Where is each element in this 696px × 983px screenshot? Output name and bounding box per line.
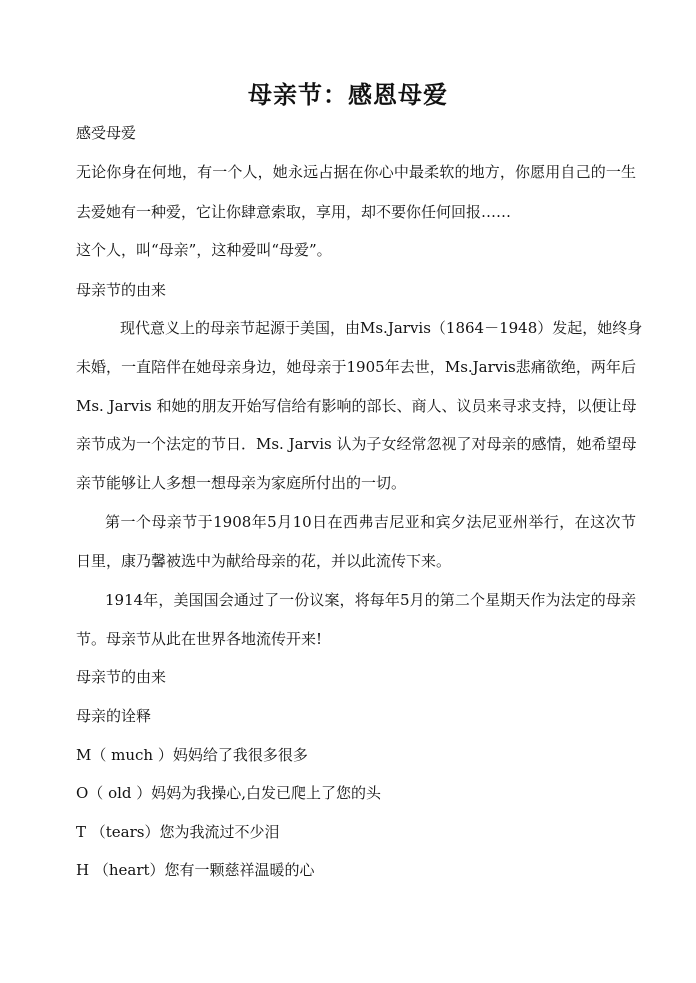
paragraph-line: 亲节能够让人多想一想母亲为家庭所付出的一切。 xyxy=(76,474,407,492)
acrostic-line-h: H （heart）您有一颗慈祥温暖的心 xyxy=(76,861,315,879)
paragraph-line: 节。母亲节从此在世界各地流传开来! xyxy=(76,630,323,648)
paragraph-line: 亲节成为一个法定的节日．Ms. Jarvis 认为子女经常忽视了对母亲的感情，她希望母 xyxy=(76,435,637,453)
paragraph-line: Ms. Jarvis 和她的朋友开始写信给有影响的部长、商人、议员来寻求支持，以便让母 xyxy=(76,397,637,415)
paragraph-line: 这个人，叫“母亲”，这种爱叫“母爱”。 xyxy=(76,241,332,259)
paragraph-line: 日里，康乃馨被选中为献给母亲的花，并以此流传下来。 xyxy=(76,552,452,570)
acrostic-line-o: O（ old ）妈妈为我操心,白发已爬上了您的头 xyxy=(76,784,382,802)
paragraph-line: 无论你身在何地，有一个人，她永远占据在你心中最柔软的地方，你愿用自己的一生 xyxy=(76,163,636,181)
paragraph-line: 1914年，美国国会通过了一份议案，将每年5月的第二个星期天作为法定的母亲 xyxy=(105,591,636,609)
paragraph-line: 现代意义上的母亲节起源于美国，由Ms.Jarvis（1864－1948）发起，她终身 xyxy=(120,319,643,337)
section-heading-origin: 母亲节的由来 xyxy=(76,281,167,299)
acrostic-line-t: T （tears）您为我流过不少泪 xyxy=(76,823,280,841)
acrostic-line-m: M（ much ）妈妈给了我很多很多 xyxy=(76,746,308,764)
paragraph-line: 第一个母亲节于1908年5月10日在西弗吉尼亚和宾夕法尼亚州举行，在这次节 xyxy=(105,513,636,531)
section-heading-feel-mother-love: 感受母爱 xyxy=(76,124,137,142)
section-heading-interpretation: 母亲的诠释 xyxy=(76,707,152,725)
paragraph-line: 未婚，一直陪伴在她母亲身边，她母亲于1905年去世，Ms.Jarvis悲痛欲绝，两年后 xyxy=(76,358,636,376)
section-heading-origin-repeat: 母亲节的由来 xyxy=(76,668,167,686)
paragraph-line: 去爱她有一种爱，它让你肆意索取，享用，却不要你任何回报…… xyxy=(76,203,512,221)
document-title: 母亲节：感恩母爱 xyxy=(248,80,448,109)
